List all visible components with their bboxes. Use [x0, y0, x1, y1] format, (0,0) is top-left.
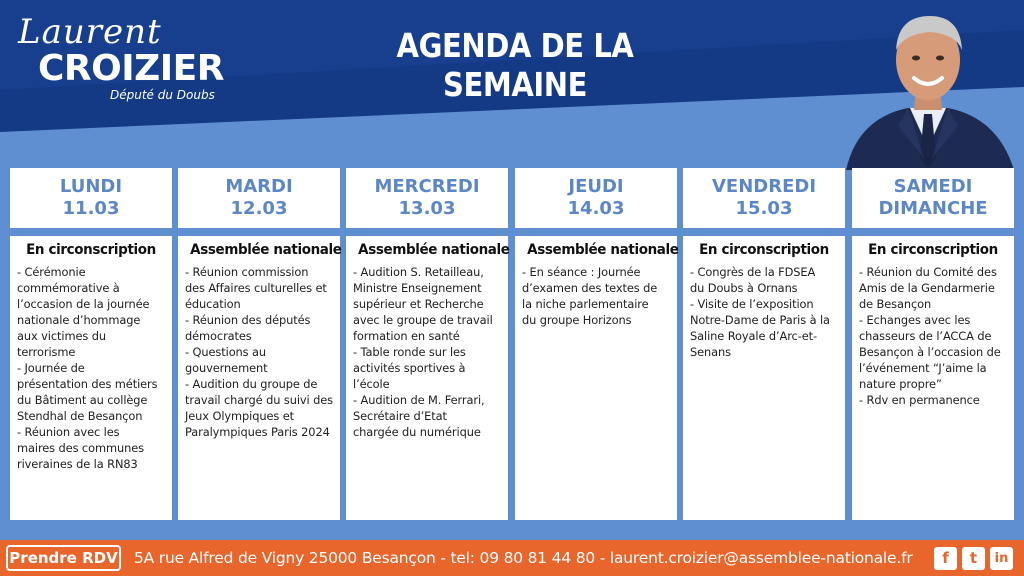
- agenda-item-line: présentation des métiers: [17, 377, 158, 391]
- card-title: Assemblée nationale: [527, 242, 679, 258]
- agenda-item-line: - Visite de l’exposition: [690, 297, 814, 311]
- card-lines: [353, 264, 501, 440]
- page-title: AGENDA DE LA SEMAINE: [396, 26, 634, 104]
- day-header-friday: [683, 168, 845, 228]
- agenda-item-line: activités sportives à: [353, 361, 466, 375]
- card-title: En circonscription: [868, 242, 998, 258]
- agenda-item-line: gouvernement: [185, 361, 268, 375]
- day-name: LUNDI: [59, 176, 123, 197]
- day-header-monday: [10, 168, 172, 228]
- twitter-icon[interactable]: t: [962, 547, 985, 570]
- agenda-item-line: - Journée de: [17, 361, 85, 375]
- logo-subtitle: Député du Doubs: [110, 88, 215, 102]
- agenda-card-friday: [683, 236, 845, 520]
- agenda-item-line: du groupe Horizons: [522, 313, 632, 327]
- day-name: VENDREDI: [711, 176, 817, 197]
- agenda-item-line: Saline Royale d’Arc-et-: [690, 329, 818, 343]
- day-header-wednesday: [346, 168, 508, 228]
- agenda-card-tuesday: [178, 236, 340, 520]
- agenda-item-line: - Cérémonie: [17, 265, 86, 279]
- agenda-item-line: nature propre”: [859, 377, 942, 391]
- agenda-item-line: d’examen des textes de: [522, 281, 658, 295]
- contact-info: 5A rue Alfred de Vigny 25000 Besançon - tel: 09 80 81 44 80 - laurent.croizier@assemblee-nationale.fr: [134, 549, 913, 567]
- agenda-item-line: - Audition S. Retailleau,: [353, 265, 484, 279]
- agenda-item-line: - Echanges avec les: [859, 313, 971, 327]
- prendre-rdv-button[interactable]: Prendre RDV: [6, 545, 121, 571]
- card-lines: [522, 264, 670, 328]
- card-title: Assemblée nationale: [190, 242, 342, 258]
- agenda-item-line: Paralympiques Paris 2024: [185, 425, 330, 439]
- agenda-item-line: chargée du numérique: [353, 425, 481, 439]
- agenda-item-line: travail chargé du suivi des: [185, 393, 333, 407]
- day-name: JEUDI: [568, 176, 624, 197]
- agenda-card-monday: [10, 236, 172, 520]
- card-lines: [690, 264, 838, 360]
- logo-last-name: CROIZIER: [38, 48, 224, 89]
- card-title: En circonscription: [699, 242, 829, 258]
- agenda-item-line: aux victimes du: [17, 329, 106, 343]
- day-date: 15.03: [735, 198, 793, 219]
- agenda-item-line: éducation: [185, 297, 241, 311]
- agenda-item-line: formation en santé: [353, 329, 460, 343]
- logo: [12, 10, 227, 105]
- agenda-card-wednesday: [346, 236, 508, 520]
- day-date: 14.03: [567, 198, 625, 219]
- agenda-item-line: la niche parlementaire: [522, 297, 649, 311]
- card-lines: [17, 264, 165, 472]
- agenda-item-line: avec le groupe de travail: [353, 313, 493, 327]
- agenda-card-weekend: [852, 236, 1014, 520]
- facebook-icon[interactable]: f: [934, 547, 957, 570]
- agenda-item-line: Ministre Enseignement: [353, 281, 482, 295]
- footer-bar: [0, 540, 1024, 576]
- agenda-item-line: - Réunion du Comité des: [859, 265, 997, 279]
- portrait-illustration: [838, 8, 1018, 170]
- agenda-item-line: de Besançon: [859, 297, 932, 311]
- agenda-item-line: commémorative à: [17, 281, 120, 295]
- agenda-item-line: chasseurs de l’ACCA de: [859, 329, 992, 343]
- agenda-cards-row: [10, 236, 1014, 520]
- day-name: MARDI: [225, 176, 293, 197]
- agenda-item-line: Besançon à l’occasion de: [859, 345, 1001, 359]
- card-lines: [859, 264, 1007, 408]
- deputy-portrait: [838, 8, 1018, 170]
- agenda-item-line: maires des communes: [17, 441, 144, 455]
- card-lines: [185, 264, 333, 440]
- card-title: Assemblée nationale: [358, 242, 510, 258]
- days-header-row: [10, 168, 1014, 228]
- agenda-item-line: l’événement “J’aime la: [859, 361, 987, 375]
- day-date: 13.03: [398, 198, 456, 219]
- agenda-item-line: - Réunion des députés: [185, 313, 311, 327]
- day-date: DIMANCHE: [878, 198, 988, 219]
- card-title: En circonscription: [26, 242, 156, 258]
- agenda-item-line: nationale d’hommage: [17, 313, 141, 327]
- day-date: 12.03: [230, 198, 288, 219]
- linkedin-icon[interactable]: in: [990, 547, 1013, 570]
- agenda-item-line: terrorisme: [17, 345, 76, 359]
- agenda-item-line: l’école: [353, 377, 390, 391]
- agenda-item-line: - En séance : Journée: [522, 265, 641, 279]
- agenda-item-line: démocrates: [185, 329, 252, 343]
- agenda-item-line: - Table ronde sur les: [353, 345, 466, 359]
- agenda-item-line: Secrétaire d’Etat: [353, 409, 447, 423]
- day-name: MERCREDI: [374, 176, 480, 197]
- day-header-thursday: [515, 168, 677, 228]
- agenda-item-line: - Congrès de la FDSEA: [690, 265, 816, 279]
- agenda-item-line: Amis de la Gendarmerie: [859, 281, 995, 295]
- logo-first-name: Laurent: [18, 12, 162, 52]
- agenda-item-line: - Audition de M. Ferrari,: [353, 393, 485, 407]
- agenda-item-line: - Réunion avec les: [17, 425, 120, 439]
- agenda-item-line: l’occasion de la journée: [17, 297, 150, 311]
- agenda-item-line: Notre-Dame de Paris à la: [690, 313, 830, 327]
- day-header-tuesday: [178, 168, 340, 228]
- agenda-item-line: du Doubs à Ornans: [690, 281, 798, 295]
- agenda-item-line: du Bâtiment au collège: [17, 393, 148, 407]
- agenda-item-line: - Rdv en permanence: [859, 393, 980, 407]
- day-name: SAMEDI: [893, 176, 973, 197]
- day-date: 11.03: [62, 198, 120, 219]
- agenda-item-line: - Questions au: [185, 345, 267, 359]
- agenda-item-line: des Affaires culturelles et: [185, 281, 327, 295]
- agenda-item-line: Stendhal de Besançon: [17, 409, 143, 423]
- day-header-weekend: [852, 168, 1014, 228]
- agenda-item-line: supérieur et Recherche: [353, 297, 484, 311]
- agenda-item-line: Jeux Olympiques et: [185, 409, 294, 423]
- agenda-item-line: - Réunion commission: [185, 265, 309, 279]
- agenda-item-line: Senans: [690, 345, 731, 359]
- agenda-card-thursday: [515, 236, 677, 520]
- agenda-item-line: riveraines de la RN83: [17, 457, 138, 471]
- agenda-item-line: - Audition du groupe de: [185, 377, 318, 391]
